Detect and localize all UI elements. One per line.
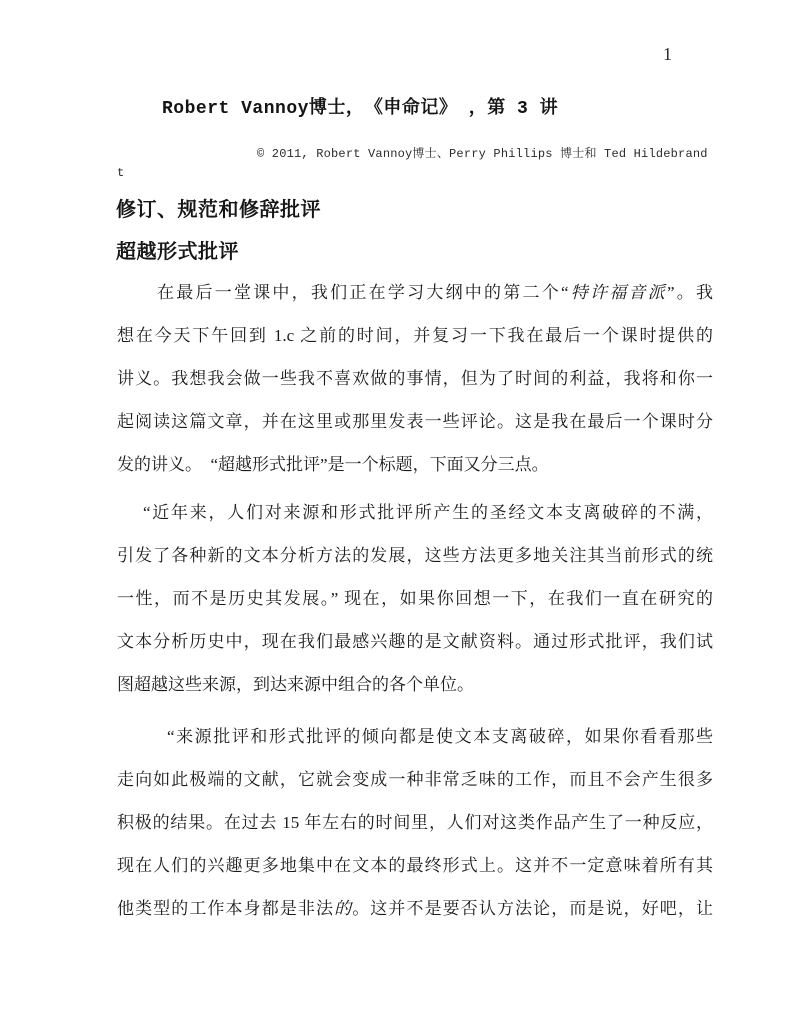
heading-revision-canon-rhetorical-criticism: 修订、规范和修辞批评	[116, 199, 321, 221]
text-line: 引发了各种新的文本分析方法的发展，这些方法更多地关注其当前形式的统	[117, 546, 713, 565]
text-line: 在最后一堂课中，我们正在学习大纲中的第二个“特许福音派”。我	[157, 283, 714, 302]
text-line: 走向如此极端的文献，它就会变成一种非常乏味的工作，而且不会产生很多	[117, 770, 713, 789]
heading-beyond-form-criticism: 超越形式批评	[116, 241, 239, 263]
text-line: “来源批评和形式批评的倾向都是使文本支离破碎，如果你看看那些	[167, 727, 713, 746]
page-number: 1	[663, 44, 672, 64]
text-line: 文本分析历史中，现在我们最感兴趣的是文献资料。通过形式批评，我们试	[117, 632, 713, 651]
copyright-line: © 2011, Robert Vannoy博士、Perry Phillips 博士和 Ted Hildebrand	[257, 147, 708, 161]
text-line: 现在人们的兴趣更多地集中在文本的最终形式上。这并不一定意味着所有其	[117, 856, 713, 875]
text-line: 一性，而不是历史其发展。” 现在，如果你回想一下，在我们一直在研究的	[117, 589, 713, 608]
copyright-line-wrap: t	[117, 166, 125, 180]
text-line: 起阅读这篇文章，并在这里或那里发表一些评论。这是我在最后一个课时分	[117, 412, 713, 431]
text-line: 想在今天下午回到 1.c 之前的时间，并复习一下我在最后一个课时提供的	[117, 326, 713, 345]
paragraph-1	[117, 271, 713, 486]
text-line: 发的讲义。 “超越形式批评”是一个标题，下面又分三点。	[117, 455, 549, 474]
paragraph-2	[117, 491, 713, 706]
document-title: Robert Vannoy博士， 《申命记》 ，第 3 讲	[162, 99, 559, 119]
text-line: 讲义。我想我会做一些我不喜欢做的事情，但为了时间的利益，我将和你一	[117, 369, 713, 388]
paragraph-3	[117, 715, 713, 930]
text-line: 积极的结果。在过去 15 年左右的时间里，人们对这类作品产生了一种反应，	[117, 813, 713, 832]
text-line: 图超越这些来源，到达来源中组合的各个单位。	[117, 675, 474, 694]
text-line: “近年来，人们对来源和形式批评所产生的圣经文本支离破碎的不满，	[143, 503, 713, 522]
text-line: 他类型的工作本身都是非法的。这并不是要否认方法论，而是说，好吧，让	[117, 899, 713, 918]
